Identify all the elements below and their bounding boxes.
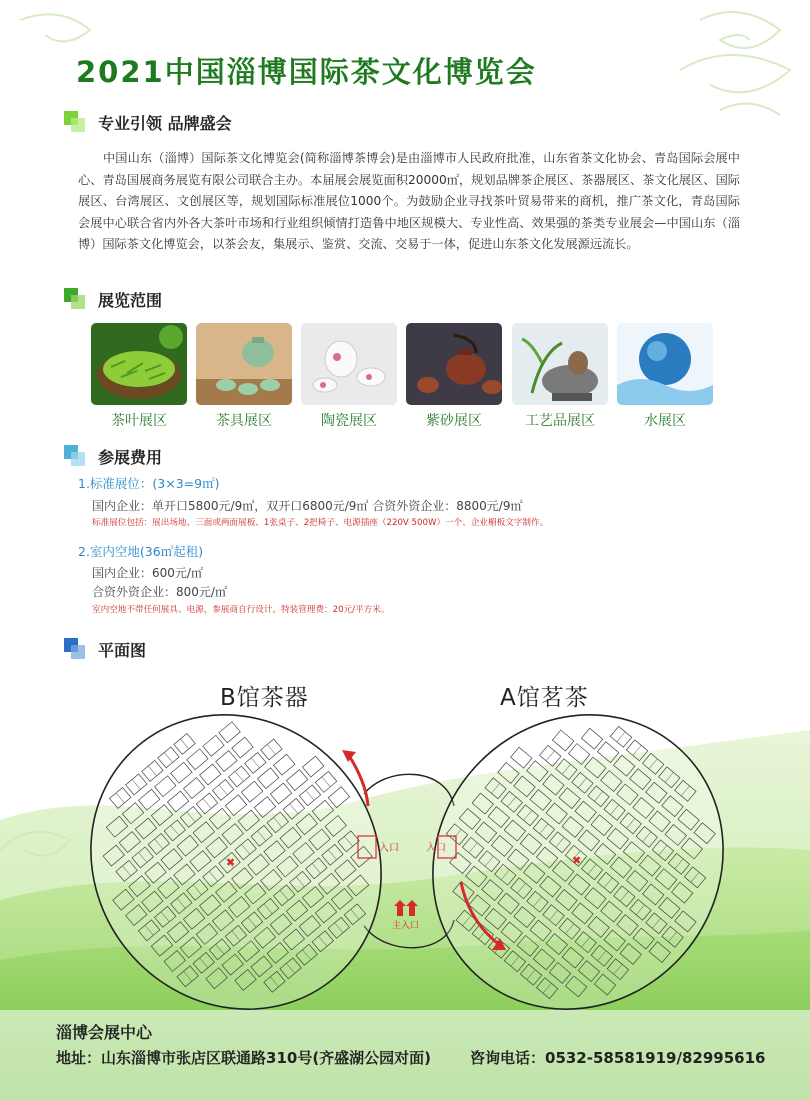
zone-label-water: 水展区 bbox=[644, 413, 686, 429]
zisha-teapot-image bbox=[406, 323, 502, 405]
venue-name: 淄博会展中心 bbox=[56, 1023, 153, 1042]
floor-plan bbox=[86, 706, 726, 1022]
intro-paragraph: 中国山东（淄博）国际茶文化博览会(简称淄博茶博会)是由淄博市人民政府批准，山东省茶文化协会、青岛国际会展中心、青岛国展商务展览有限公司联合主办。本届展会展览面积20000㎡，规划品牌茶企展区、茶器展区、茶文化展区、国际展区、台湾展区、文创展区等，规划国际标准展位1000个。为鼓励企业寻找茶叶贸易带来的商机，推广茶文化，青岛国际会展中心联合省内外各大茶叶市场和行业组织倾情打造鲁中地区规模大、专业性高、效果强的茶类专业展会—中国山东（淄博）国际茶文化博览会，以茶会友，集展示、鉴赏、交流、交易于一体，促进山东茶文化发展源远流长。 bbox=[78, 151, 740, 252]
zone-label-tea: 茶叶展区 bbox=[111, 413, 167, 429]
entrance-b-label: 入口 bbox=[379, 843, 399, 854]
fee-indoor-foreign: 合资外资企业：800元/㎡ bbox=[92, 585, 227, 599]
fee-indoor-heading: 2.室内空地(36㎡起租) bbox=[78, 544, 204, 559]
fee-indoor-domestic: 国内企业：600元/㎡ bbox=[92, 566, 203, 580]
zone-label-crafts: 工艺品展区 bbox=[525, 413, 595, 429]
main-entrance-arrow-icon bbox=[394, 900, 406, 916]
fee-standard-heading: 1.标准展位：(3×3=9㎡) bbox=[78, 476, 220, 491]
main-entrance-arrow-icon bbox=[406, 900, 418, 916]
zone-label-ceramics: 陶瓷展区 bbox=[321, 413, 377, 429]
green-square-accent bbox=[71, 118, 85, 132]
main-entrance-label: 主入口 bbox=[392, 921, 420, 931]
zone-label-zisha: 紫砂展区 bbox=[426, 413, 482, 429]
section-plan-label: 平面图 bbox=[98, 641, 147, 660]
water-globe-image bbox=[617, 323, 713, 405]
teal-square-accent bbox=[71, 452, 85, 466]
fee-standard-note: 标准展位包括：展出场地、三面或两面展板、1张桌子、2把椅子、电源插座（220V 500W）一个、企业楣板文字制作。 bbox=[92, 518, 549, 528]
green-square-accent bbox=[71, 295, 85, 309]
tea-leaves-image bbox=[91, 323, 187, 405]
bonsai-crafts-image bbox=[512, 323, 608, 405]
hall-b-title: B馆茶器 bbox=[220, 685, 309, 711]
fee-indoor-note: 室内空地不带任何展具、电源，参展商自行设计。特装管理费：20元/平方米。 bbox=[92, 605, 390, 615]
section-fees-label: 参展费用 bbox=[98, 448, 163, 467]
section-intro-label: 专业引领 品牌盛会 bbox=[98, 114, 232, 133]
blue-square-accent bbox=[71, 645, 85, 659]
center-mark-b: ✖ bbox=[226, 856, 236, 869]
zone-label-tea-set: 茶具展区 bbox=[216, 413, 272, 429]
arrow-head-icon bbox=[342, 750, 356, 762]
ceramics-image bbox=[301, 323, 397, 405]
contact-phone: 咨询电话：0532-58581919/82995616 bbox=[470, 1049, 766, 1067]
entrance-a-label: 入口 bbox=[426, 843, 446, 854]
center-mark-a: ✖ bbox=[572, 854, 582, 867]
hall-a-title: A馆茗茶 bbox=[500, 685, 589, 711]
hall-a-outline bbox=[373, 706, 726, 1022]
page-title: 2021中国淄博国际茶文化博览会 bbox=[76, 55, 537, 89]
section-scope-label: 展览范围 bbox=[98, 291, 163, 310]
tea-set-image bbox=[196, 323, 292, 405]
fee-standard-price: 国内企业：单开口5800元/9㎡，双开口6800元/9㎡ 合资外资企业：8800元/9㎡ bbox=[92, 499, 523, 513]
venue-address: 地址：山东淄博市张店区联通路310号(齐盛湖公园对面) bbox=[56, 1049, 432, 1067]
